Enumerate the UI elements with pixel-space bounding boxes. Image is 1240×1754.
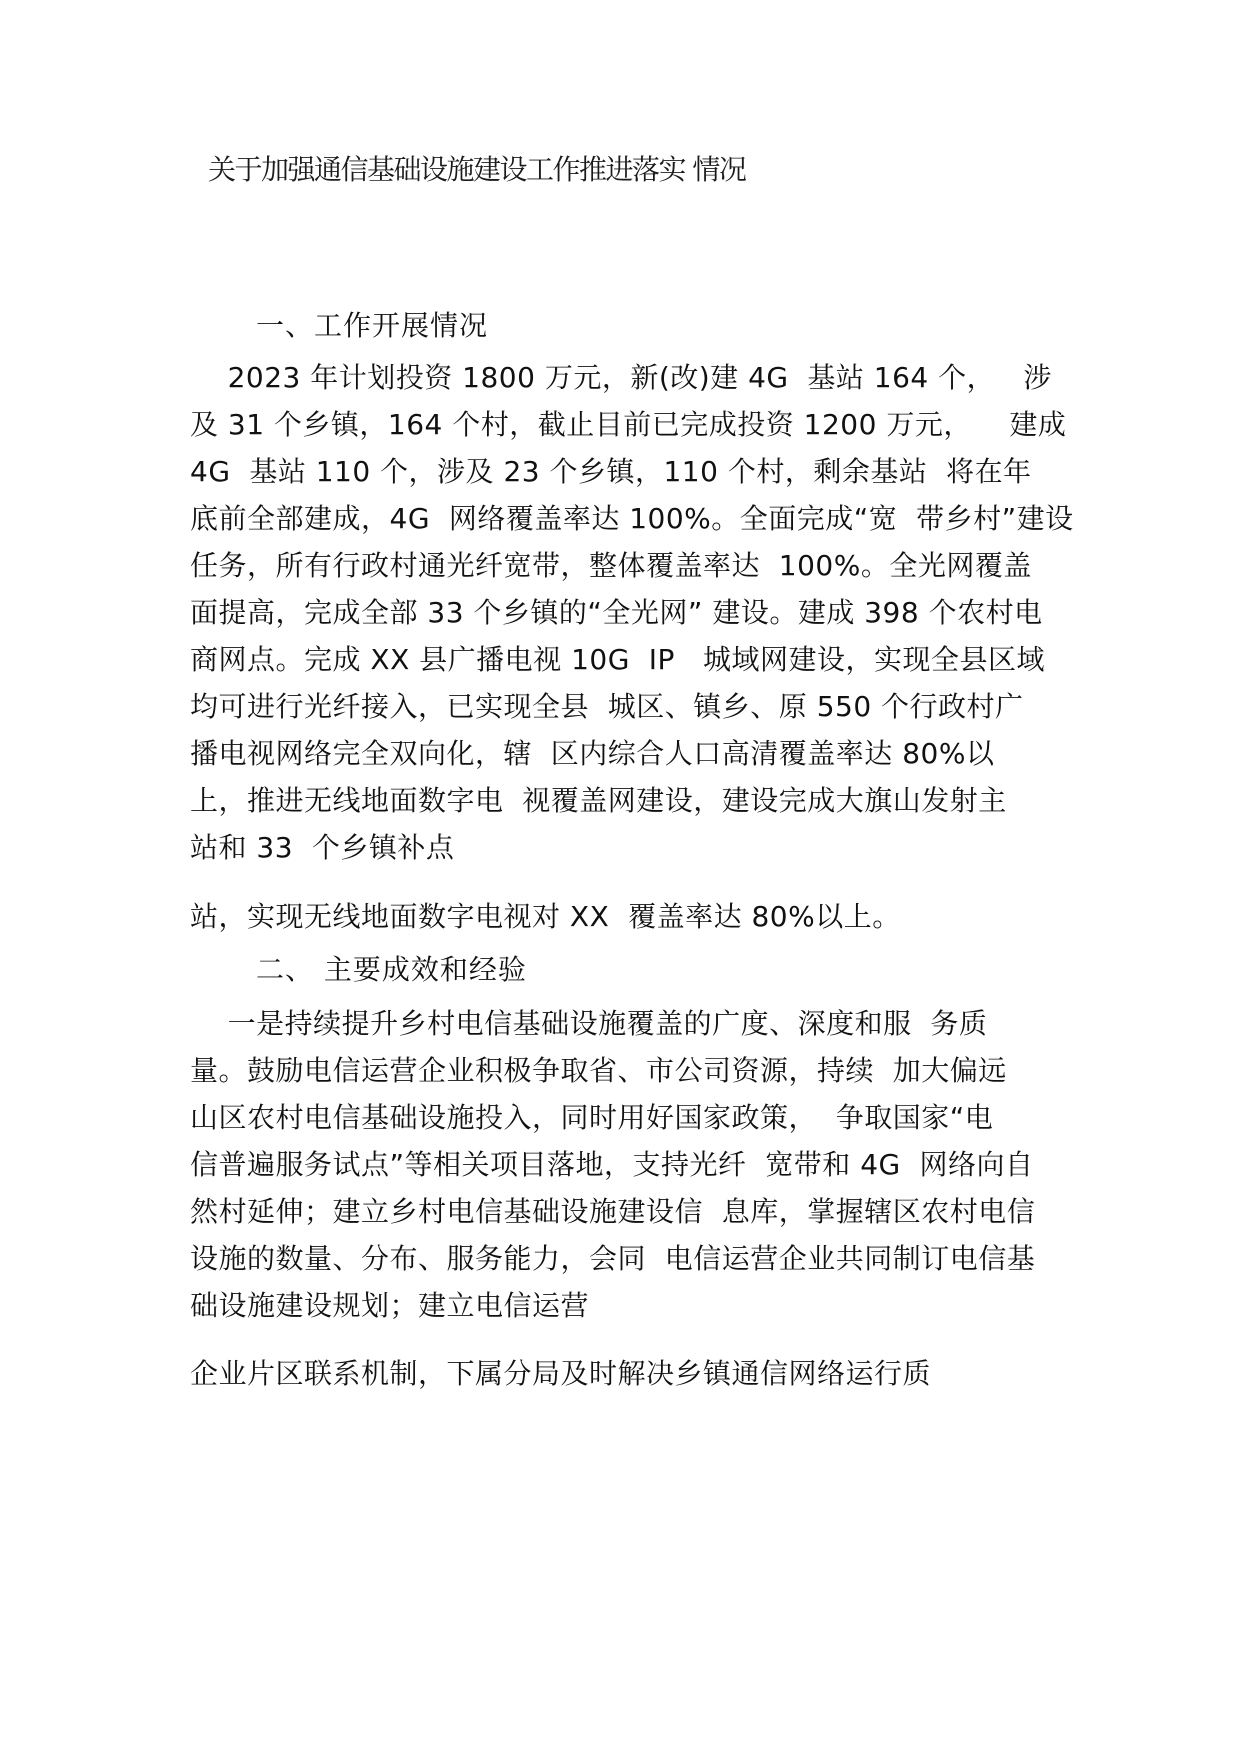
paragraph-line: 均可进行光纤接入，已实现全县 城区、镇乡、原 550 个行政村广 <box>190 690 1024 723</box>
paragraph-line: 础设施建设规划；建立电信运营 <box>190 1289 590 1322</box>
paragraph-line: 4G 基站 110 个，涉及 23 个乡镇，110 个村，剩余基站 将在年 <box>190 455 1032 488</box>
paragraph-line: 面提高，完成全部 33 个乡镇的“全光网” 建设。建成 398 个农村电 <box>190 596 1043 629</box>
paragraph-line: 然村延伸；建立乡村电信基础设施建设信 息库，掌握辖区农村电信 <box>190 1195 1036 1228</box>
paragraph-line: 设施的数量、分布、服务能力，会同 电信运营企业共同制订电信基 <box>190 1242 1036 1275</box>
paragraph-line: 山区农村电信基础设施投入，同时用好国家政策， 争取国家“电 <box>190 1101 994 1134</box>
paragraph-line: 量。鼓励电信运营企业积极争取省、市公司资源，持续 加大偏远 <box>190 1054 1007 1087</box>
paragraph-line: 信普遍服务试点”等相关项目落地，支持光纤 宽带和 4G 网络向自 <box>190 1148 1034 1181</box>
paragraph-line: 2023 年计划投资 1800 万元，新(改)建 4G 基站 164 个， 涉 <box>190 361 1052 394</box>
section-heading-achievements: 二、 主要成效和经验 <box>256 953 527 986</box>
paragraph-line: 企业片区联系机制，下属分局及时解决乡镇通信网络运行质 <box>190 1357 932 1390</box>
paragraph-line: 底前全部建成，4G 网络覆盖率达 100%。全面完成“宽 带乡村”建设 <box>190 502 1074 535</box>
document-title: 关于加强通信基础设施建设工作推进落实 情况 <box>208 153 746 186</box>
paragraph-line: 上，推进无线地面数字电 视覆盖网建设，建设完成大旗山发射主 <box>190 784 1007 817</box>
paragraph-line: 站，实现无线地面数字电视对 XX 覆盖率达 80%以上。 <box>190 900 901 933</box>
section-heading-work-progress: 一、工作开展情况 <box>256 309 489 342</box>
paragraph-line: 任务，所有行政村通光纤宽带，整体覆盖率达 100%。全光网覆盖 <box>190 549 1032 582</box>
paragraph-line: 商网点。完成 XX 县广播电视 10G IP 城域网建设，实现全县区域 <box>190 643 1046 676</box>
paragraph-line: 站和 33 个乡镇补点 <box>190 831 455 864</box>
paragraph-line: 一是持续提升乡村电信基础设施覆盖的广度、深度和服 务质 <box>190 1007 988 1040</box>
paragraph-line: 及 31 个乡镇，164 个村，截止目前已完成投资 1200 万元， 建成 <box>190 408 1067 441</box>
paragraph-line: 播电视网络完全双向化，辖 区内综合人口高清覆盖率达 80%以 <box>190 737 995 770</box>
